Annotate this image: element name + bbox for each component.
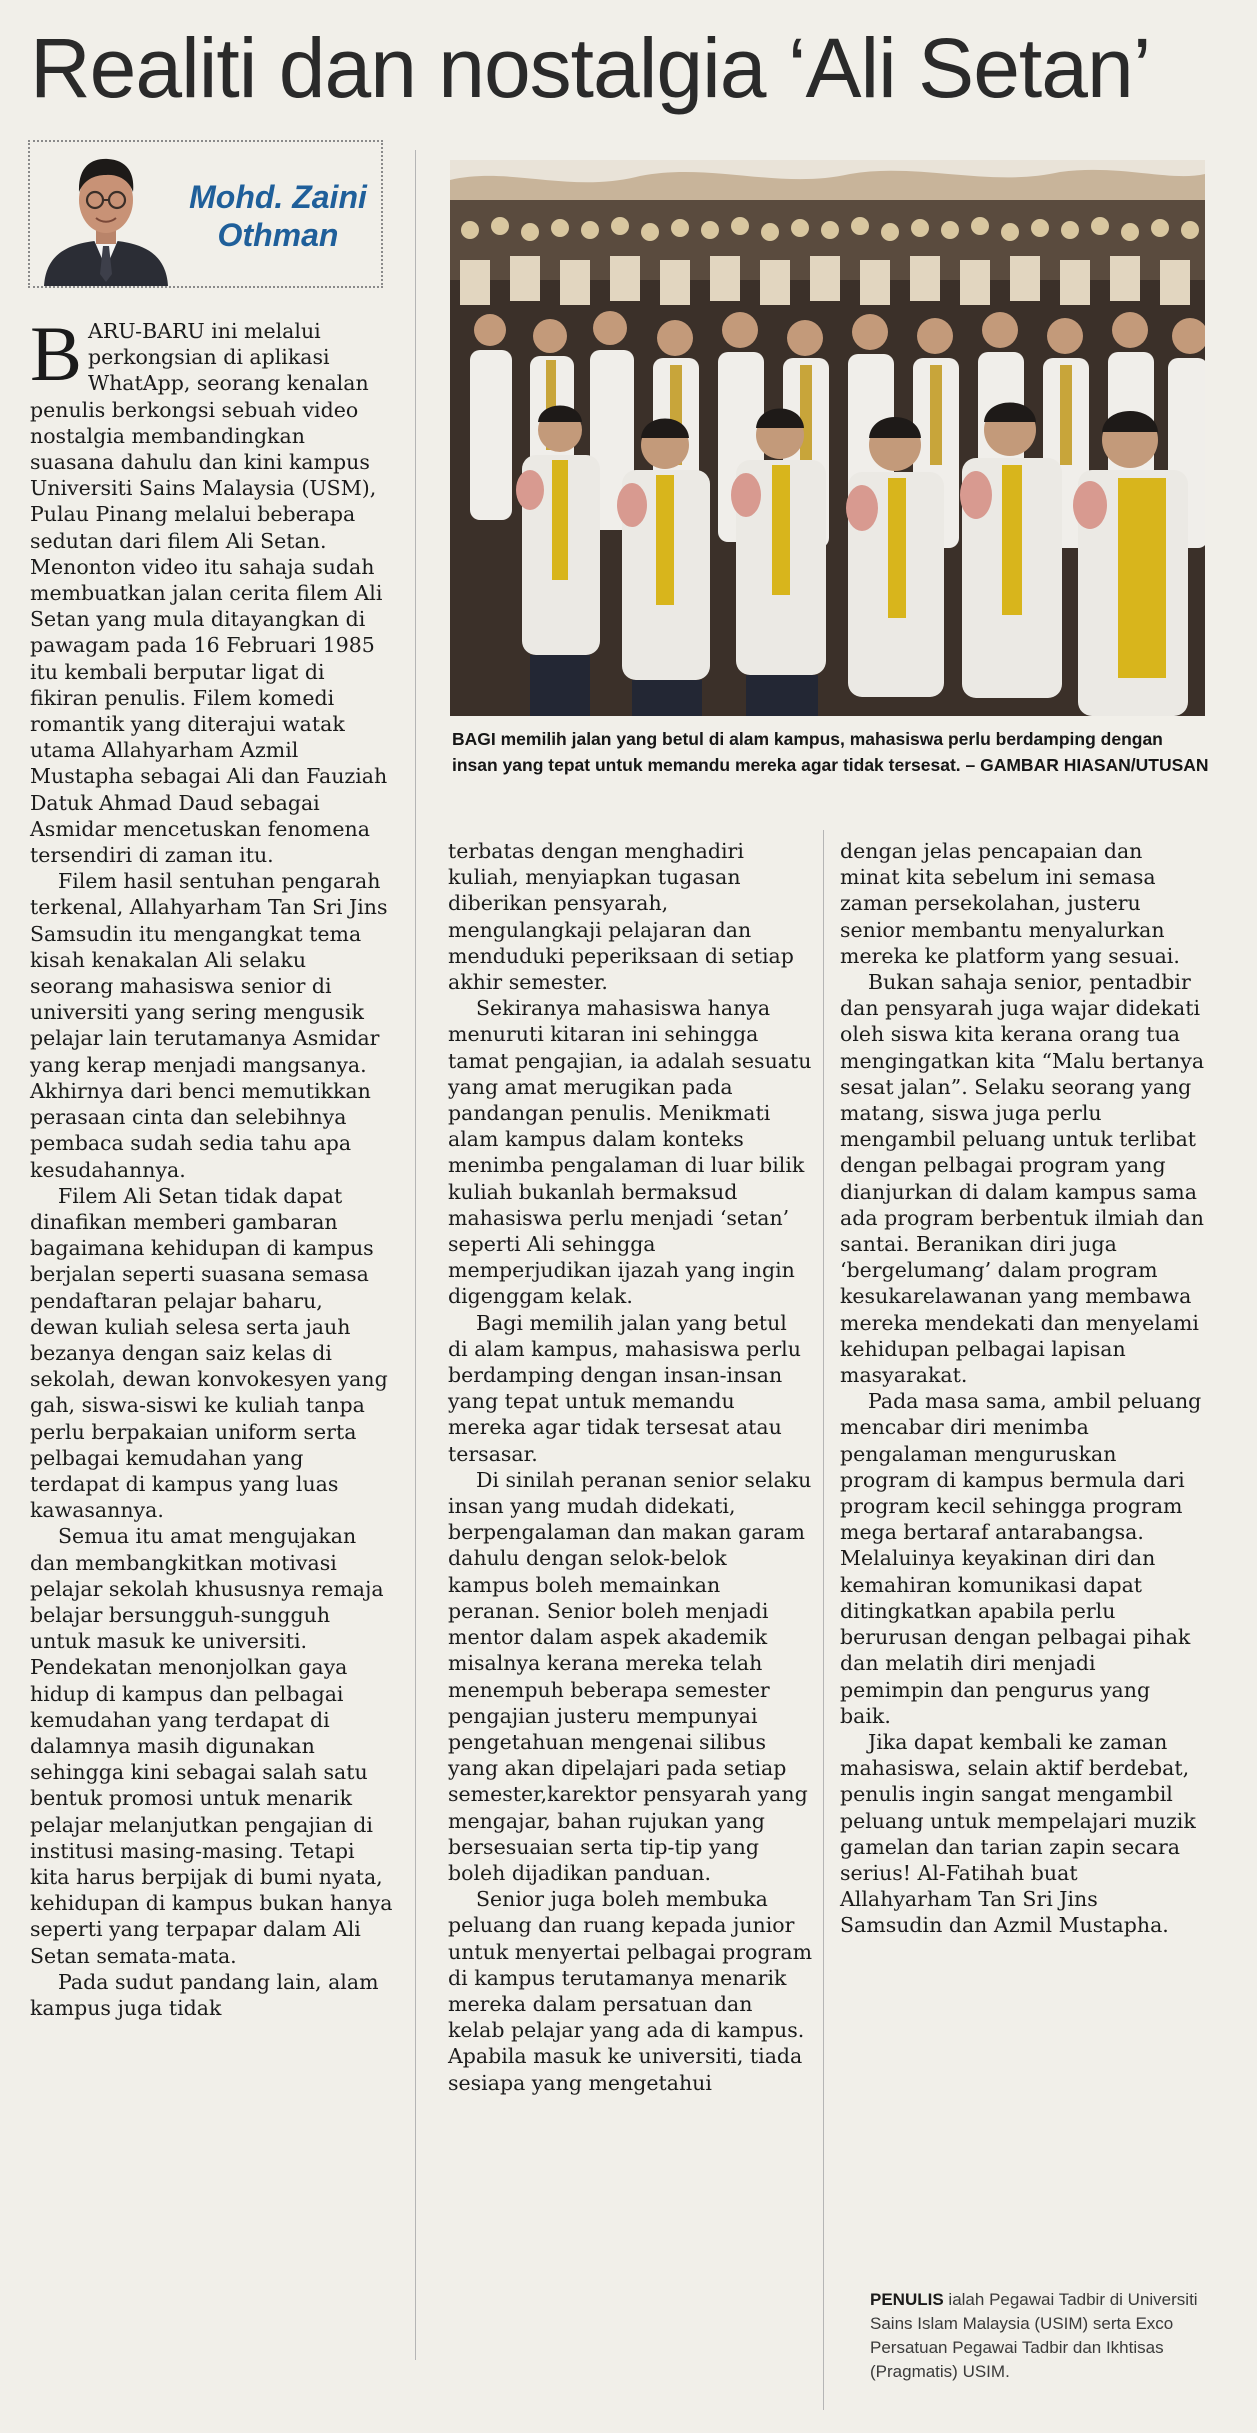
paragraph: dengan jelas pencapaian dan minat kita sebelum ini semasa zaman persekolahan, justeru senior membantu menyalurkan mereka ke platform yang sesuai. [840,839,1180,968]
paragraph: ARU-BARU ini melalui perkongsian di aplikasi WhatApp, seorang kenalan penulis berkongsi sebuah video nostalgia membandingkan suasana dahulu dan kini kampus Universiti Sains Malaysia (USM), Pulau Pinang melalui beberapa sedutan dari filem Ali Setan. Menonton video itu sahaja sudah membuatkan jalan cerita filem Ali Setan yang mula ditayangkan di pawagam pada 16 Februari 1985 itu kembali berputar ligat di fikiran penulis. Filem komedi romantik yang diterajui watak utama Allahyarham Azmil Mustapha sebagai Ali dan Fauziah Datuk Ahmad Daud sebagai Asmidar mencetuskan fenomena tersendiri di zaman itu. [30,319,388,868]
byline [28,140,383,288]
paragraph: Pada masa sama, ambil peluang mencabar diri menimba pengalaman menguruskan program di kampus bermula dari program kecil sehingga program mega bertaraf antarabangsa. Melaluinya keyakinan diri dan kemahiran komunikasi dapat ditingkatkan apabila perlu berurusan dengan pelbagai pihak dan melatih diri menjadi pemimpin dan pengurus yang baik. [840,1389,1202,1728]
paragraph: Jika dapat kembali ke zaman mahasiswa, selain aktif berdebat, penulis ingin sangat mengambil peluang untuk mempelajari muzik gamelan dan tarian zapin secara serius! Al-Fatihah buat Allahyarham Tan Sri Jins Samsudin dan Azmil Mustapha. [840,1729,1196,1938]
paragraph: Semua itu amat mengujakan dan membangkitkan motivasi pelajar sekolah khususnya remaja belajar bersungguh-sungguh untuk masuk ke universiti. Pendekatan menonjolkan gaya hidup di kampus dan pelbagai kemudahan yang terdapat di dalamnya masih digunakan sehingga kini sebagai salah satu bentuk promosi untuk menarik pelajar melanjutkan pengajian di institusi masing-masing. Tetapi kita harus berpijak di bumi nyata, kehidupan di kampus bukan hanya seperti yang terpapar dalam Ali Setan semata-mata. [30,1524,393,1968]
headline: Realiti dan nostalgia ‘Ali Setan’ [30,21,1151,115]
drop-cap: B [30,310,83,397]
column-rule [823,830,824,2410]
paragraph: Filem Ali Setan tidak dapat dinafikan memberi gambaran bagaimana kehidupan di kampus berjalan seperti suasana semasa pendaftaran pelajar baharu, dewan kuliah selesa serta jauh bezanya dengan saiz kelas di sekolah, dewan konvokesyen yang gah, siswa-siswi ke kuliah tanpa perlu berpakaian uniform serta pelbagai kemudahan yang terdapat di kampus yang luas kawasannya. [30,1183,388,1523]
article-column-2 [448,838,813,2096]
paragraph: Bukan sahaja senior, pentadbir dan pensyarah juga wajar didekati oleh siswa kita kerana orang tua mengingatkan kita “Malu bertanya sesat jalan”. Selaku seorang yang matang, siswa juga perlu mengambil peluang untuk terlibat dengan pelbagai program yang dianjurkan di dalam kampus sama ada program berbentuk ilmiah dan santai. Beranikan diri juga ‘bergelumang’ dalam program kesukarelawanan yang membawa mereka mendekati dan menyelami kehidupan pelbagai lapisan masyarakat. [840,970,1205,1388]
author-last-name: Othman [217,217,339,253]
writer-bio: ialah Pegawai Tadbir di Universiti Sains Islam Malaysia (USIM) serta Exco Persatuan Pegawai Tadbir dan Ikhtisas (Pragmatis) USIM. [870,2290,1198,2381]
author-name [178,178,378,254]
author-first-name: Mohd. Zaini [189,179,367,215]
column-rule [415,150,416,2360]
article-column-1 [30,310,395,2021]
paragraph: Pada sudut pandang lain, alam kampus juga tidak [30,1969,379,2020]
paragraph: Senior juga boleh membuka peluang dan ruang kepada junior untuk menyertai pelbagai program di kampus terutamanya menarik mereka dalam persatuan dan kelab pelajar yang ada di kampus. Apabila masuk ke universiti, tiada sesiapa yang mengetahui [448,1887,813,2095]
paragraph: Di sinilah peranan senior selaku insan yang mudah didekati, berpengalaman dan makan garam dahulu dengan selok-belok kampus boleh memainkan peranan. Senior boleh menjadi mentor dalam aspek akademik misalnya kerana mereka telah menempuh beberapa semester pengajian justeru mempunyai pengetahuan mengenai silibus yang akan dipelajari pada setiap semester,karektor pensyarah yang mengajar, bahan rujukan yang bersesuaian serta tip-tip yang boleh dijadikan panduan. [448,1467,812,1885]
paragraph: Bagi memilih jalan yang betul di alam kampus, mahasiswa perlu berdamping dengan insan-insan yang tepat untuk memandu mereka agar tidak tersesat atau tersasar. [448,1310,801,1466]
photo-caption: BAGI memilih jalan yang betul di alam kampus, mahasiswa perlu berdamping dengan insan yang tepat untuk memandu mereka agar tidak tersesat. – GAMBAR HIASAN/UTUSAN [452,729,1209,775]
author-portrait [36,142,176,286]
paragraph: Sekiranya mahasiswa hanya menuruti kitaran ini sehingga tamat pengajian, ia adalah sesuatu yang amat merugikan pada pandangan penulis. Menikmati alam kampus dalam konteks menimba pengalaman di luar bilik kuliah bukanlah bermaksud mahasiswa perlu menjadi ‘setan’ seperti Ali sehingga memperjudikan ijazah yang ingin digenggam kelak. [448,996,812,1309]
feature-photo [450,160,1205,716]
paragraph: Filem hasil sentuhan pengarah terkenal, Allahyarham Tan Sri Jins Samsudin itu mengangkat tema kisah kenakalan Ali selaku seorang mahasiswa senior di universiti yang sering mengusik pelajar lain terutamanya Asmidar yang kerap menjadi mangsanya. Akhirnya dari benci memutikkan perasaan cinta dan selebihnya pembaca sudah sedia tahu apa kesudahannya. [30,869,388,1182]
article-column-3 [840,838,1205,1939]
writer-note [870,2288,1230,2384]
writer-label: PENULIS [870,2290,944,2309]
paragraph: terbatas dengan menghadiri kuliah, menyiapkan tugasan diberikan pensyarah, mengulangkaji pelajaran dan menduduki peperiksaan di setiap akhir semester. [448,839,794,995]
